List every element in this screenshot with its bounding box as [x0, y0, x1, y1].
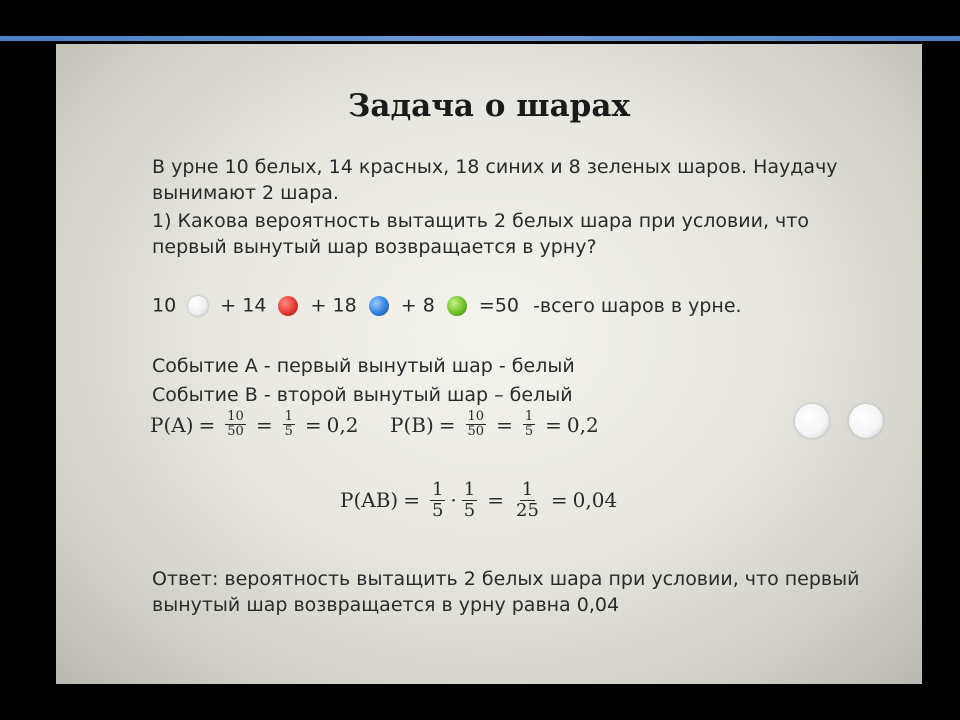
frac-numerator: 1: [431, 479, 444, 500]
frac-numerator: 1: [463, 479, 476, 500]
frac-numerator: 10: [467, 409, 485, 424]
formula-pb-eq1: =: [438, 412, 456, 437]
formula-pab-frac2: [462, 480, 477, 521]
frac-denominator: 5: [524, 424, 534, 440]
top-accent-bar: [0, 36, 960, 41]
red-ball-icon: [278, 296, 298, 316]
red-term: + 14: [220, 294, 267, 317]
formula-pab: [340, 480, 617, 521]
formula-pb: [390, 410, 599, 440]
total-value: =50: [478, 294, 520, 317]
slide-title: Задача о шарах: [348, 88, 630, 124]
problem-question: 1) Какова вероятность вытащить 2 белых шара при условии, что первый вынутый шар возвращается в урну?: [152, 210, 809, 258]
green-term: + 8: [400, 294, 435, 317]
formula-pab-frac3: [514, 480, 541, 521]
problem-statement: В урне 10 белых, 14 красных, 18 синих и 8 зеленых шаров. Наудачу вынимают 2 шара.: [152, 156, 838, 204]
frac-numerator: 1: [284, 409, 293, 424]
green-ball-icon: [447, 296, 467, 316]
formula-pb-result: 0,2: [566, 412, 599, 437]
formula-pa-frac2: [283, 410, 295, 440]
formula-pa-eq2: =: [255, 412, 273, 437]
answer-text: Ответ: вероятность вытащить 2 белых шара при условии, что первый вынутый шар возвращается в урну равна 0,04: [152, 568, 860, 616]
frac-denominator: 50: [227, 424, 244, 440]
white-ball-icon: [188, 296, 208, 316]
formula-pa-label: P(A): [150, 412, 194, 437]
total-text: -всего шаров в урне.: [533, 294, 742, 317]
formula-pab-frac1: [430, 480, 445, 521]
formula-pb-label: P(B): [390, 412, 434, 437]
frac-denominator: 25: [516, 499, 539, 521]
balls-sum-line: [152, 291, 742, 320]
frac-denominator: 5: [284, 424, 293, 440]
white-ball-icon: [849, 404, 883, 438]
frac-denominator: 50: [467, 424, 485, 440]
white-ball-icon: [795, 404, 829, 438]
formula-pa-eq3: =: [304, 412, 322, 437]
blue-term: + 18: [310, 294, 357, 317]
formula-pab-eq1: =: [403, 488, 420, 513]
formula-pb-eq3: =: [545, 412, 562, 437]
frac-numerator: 1: [524, 409, 534, 424]
formula-pa-frac1: [225, 410, 246, 440]
formula-pab-eq3: =: [550, 488, 568, 513]
slide: [56, 44, 922, 684]
frac-denominator: 5: [431, 499, 444, 521]
formula-pb-eq2: =: [496, 412, 513, 437]
event-b: Событие В - второй вынутый шар – белый: [152, 384, 573, 406]
frac-numerator: 1: [521, 479, 534, 500]
formula-pa-eq1: =: [198, 412, 216, 437]
white-count: 10: [152, 294, 177, 317]
formula-pab-eq2: =: [487, 488, 504, 513]
formula-pa-result: 0,2: [326, 412, 359, 437]
formula-pab-result: 0,04: [572, 488, 618, 513]
frac-numerator: 10: [227, 409, 244, 424]
formula-pb-frac1: [466, 410, 487, 440]
formula-pab-label: P(AB): [340, 488, 399, 513]
formula-pb-frac2: [523, 410, 535, 440]
blue-ball-icon: [369, 296, 389, 316]
formula-pa: [150, 410, 358, 440]
event-a: Событие А - первый вынутый шар - белый: [152, 355, 575, 377]
formula-pab-dot: ·: [450, 488, 457, 513]
frac-denominator: 5: [463, 499, 476, 521]
